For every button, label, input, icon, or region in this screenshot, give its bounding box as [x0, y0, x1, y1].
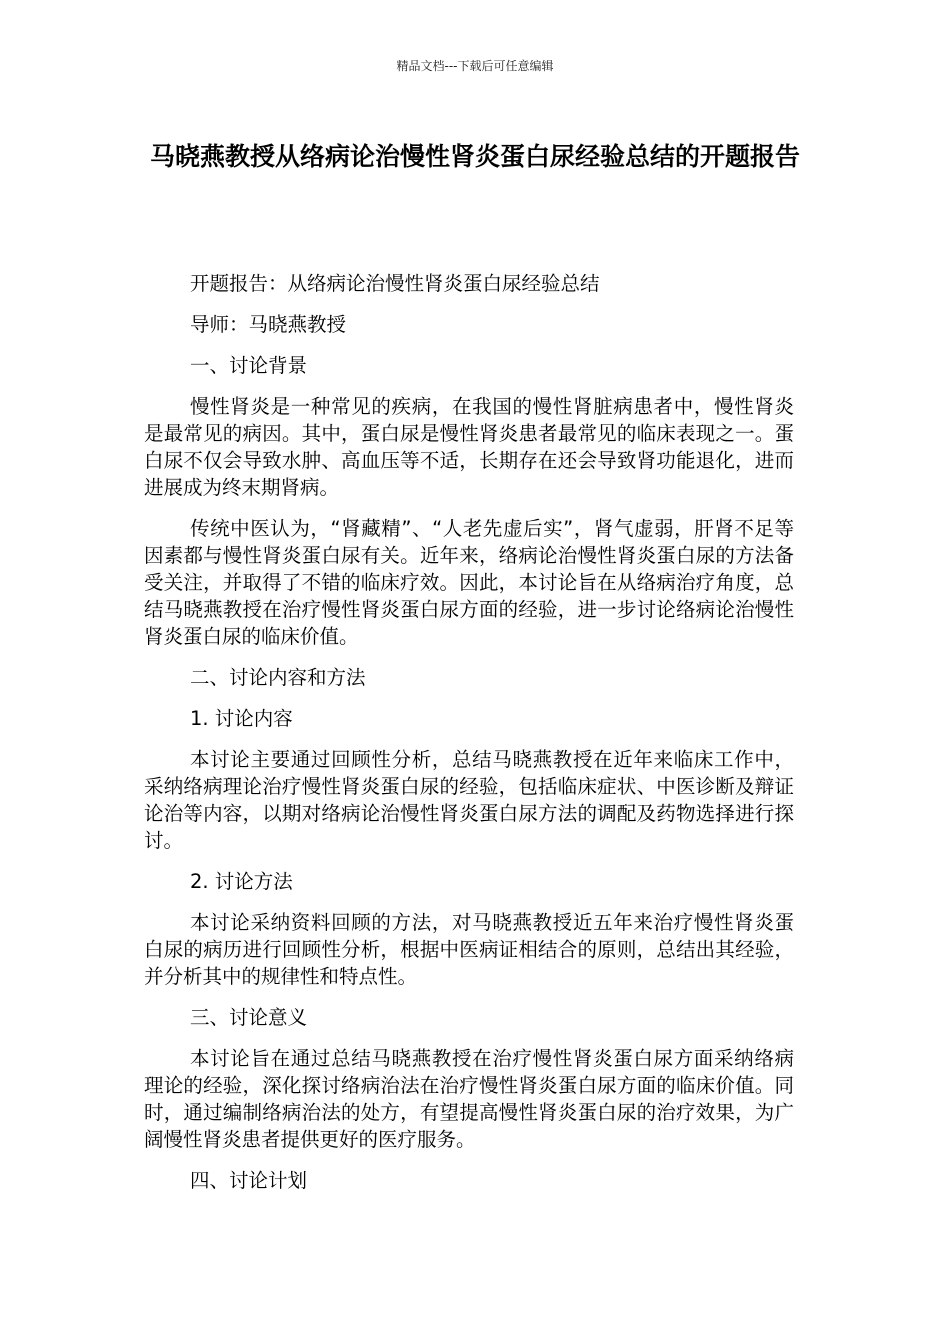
paragraph-report-subject: 开题报告：从络病论治慢性肾炎蛋白尿经验总结: [190, 272, 600, 295]
paragraph-significance: 本讨论旨在通过总结马晓燕教授在治疗慢性肾炎蛋白尿方面采纳络病理论的经验，深化探讨络病治法在治疗慢性肾炎蛋白尿方面的临床价值。同时，通过编制络病治法的处方，有望提高慢性肾炎蛋白尿的治疗效果，为广阔慢性肾炎患者提供更好的医疗服务。: [144, 1047, 794, 1151]
header-watermark: 精品文档---下载后可任意编辑: [396, 59, 554, 73]
document-title: 马晓燕教授从络病论治慢性肾炎蛋白尿经验总结的开题报告: [149, 142, 800, 171]
section-heading-background: 一、讨论背景: [190, 354, 308, 377]
section-heading-content-method: 二、讨论内容和方法: [190, 666, 366, 689]
section-heading-significance: 三、讨论意义: [190, 1006, 308, 1029]
subheading-content: 1. 讨论内容: [190, 707, 293, 730]
document-body: [144, 270, 794, 1194]
paragraph-method: 本讨论采纳资料回顾的方法，对马晓燕教授近五年来治疗慢性肾炎蛋白尿的病历进行回顾性分析，根据中医病证相结合的原则，总结出其经验，并分析其中的规律性和特点性。: [144, 911, 794, 988]
paragraph-advisor: 导师：马晓燕教授: [190, 313, 347, 336]
paragraph-background-2: 传统中医认为，“肾藏精”、“人老先虚后实”，肾气虚弱，肝肾不足等因素都与慢性肾炎蛋白尿有关。近年来，络病论治慢性肾炎蛋白尿的方法备受关注，并取得了不错的临床疗效。因此，本讨论旨在从络病治疗角度，总结马晓燕教授在治疗慢性肾炎蛋白尿方面的经验，进一步讨论络病论治慢性肾炎蛋白尿的临床价值。: [144, 517, 794, 648]
subheading-method: 2. 讨论方法: [190, 870, 293, 893]
section-heading-plan: 四、讨论计划: [190, 1169, 308, 1192]
paragraph-content: 本讨论主要通过回顾性分析，总结马晓燕教授在近年来临床工作中，采纳络病理论治疗慢性肾炎蛋白尿的经验，包括临床症状、中医诊断及辩证论治等内容，以期对络病论治慢性肾炎蛋白尿方法的调配及药物选择进行探讨。: [144, 748, 794, 852]
paragraph-background-1: 慢性肾炎是一种常见的疾病，在我国的慢性肾脏病患者中，慢性肾炎是最常见的病因。其中，蛋白尿是慢性肾炎患者最常见的临床表现之一。蛋白尿不仅会导致水肿、高血压等不适，长期存在还会导致肾功能退化，进而进展成为终末期肾病。: [144, 395, 794, 499]
